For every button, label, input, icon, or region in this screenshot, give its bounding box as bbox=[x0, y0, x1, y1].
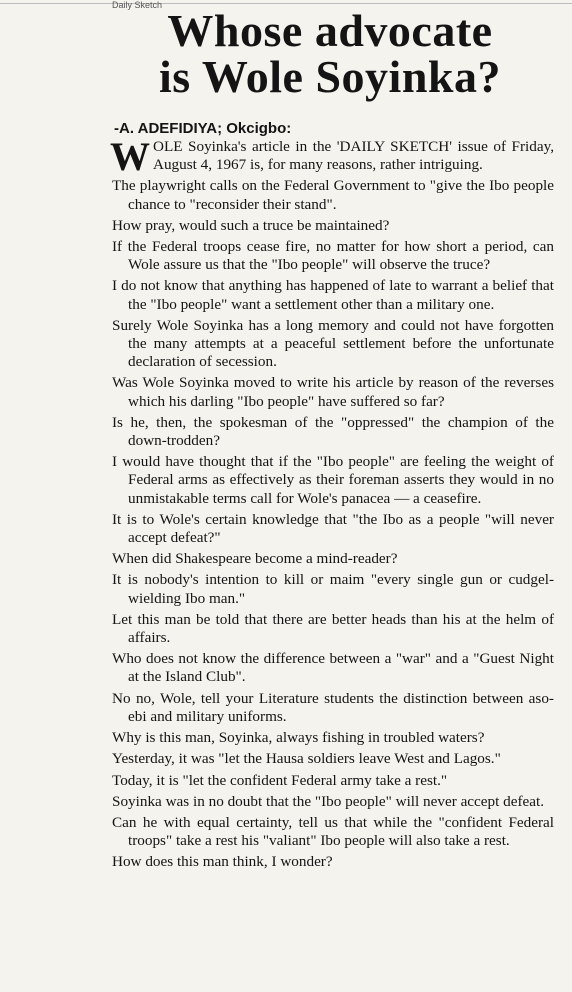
paragraph-text: OLE Soyinka's article in the 'DAILY SKETCH' issue of Friday, August 4, 1967 is, for many reasons, rather intriguing. bbox=[153, 138, 554, 174]
drop-cap: W bbox=[110, 134, 150, 179]
paragraph-15: No no, Wole, tell your Literature students the distinction between aso-ebi and military uniforms. bbox=[112, 689, 554, 725]
paragraph-8: Is he, then, the spokesman of the "oppressed" the champion of the down-trodden? bbox=[112, 413, 554, 450]
paragraph-11: When did Shakespeare become a mind-reader? bbox=[112, 550, 398, 568]
paragraph-1 bbox=[110, 134, 554, 179]
headline-line-1: Whose advocate bbox=[167, 5, 493, 56]
paragraph-14: Who does not know the difference between a "war" and a "Guest Night at the Island Club". bbox=[112, 650, 554, 686]
paragraph-6: Surely Wole Soyinka has a long memory and could not have forgotten the many attempts at a peaceful settlement before the unfortunate declaration of secession. bbox=[112, 316, 554, 371]
paragraph-5: I do not know that anything has happened of late to warrant a belief that the "Ibo people" want a settlement other than a military one. bbox=[112, 277, 554, 313]
paragraph-21: How does this man think, I wonder? bbox=[112, 853, 333, 871]
paragraph-12: It is nobody's intention to kill or maim "every single gun or cudgel-wielding Ibo man." bbox=[112, 571, 554, 607]
paragraph-17: Yesterday, it was "let the Hausa soldiers leave West and Lagos." bbox=[112, 750, 501, 768]
paragraph-7: Was Wole Soyinka moved to write his article by reason of the reverses which his darling "Ibo people" have suffered so far? bbox=[112, 374, 554, 410]
paragraph-13: Let this man be told that there are better heads than his at the helm of affairs. bbox=[112, 610, 554, 647]
paragraph-2: The playwright calls on the Federal Government to "give the Ibo people chance to "reconsider their stand". bbox=[112, 177, 554, 213]
paragraph-9: I would have thought that if the "Ibo people" are feeling the weight of Federal arms as effectively as their foreman asserts they would in no unmistakable terms call for Wole's panacea — a ceasefire. bbox=[112, 453, 554, 507]
paragraph-19: Soyinka was in no doubt that the "Ibo people" will never accept defeat. bbox=[112, 792, 545, 810]
article-body bbox=[110, 134, 554, 875]
paragraph-18: Today, it is "let the confident Federal army take a rest." bbox=[112, 771, 448, 789]
byline: -A. ADEFIDIYA; Okcigbo: bbox=[114, 120, 292, 137]
paragraph-10: It is to Wole's certain knowledge that "the Ibo as a people "will never accept defeat?" bbox=[112, 510, 554, 547]
headline-line-2: is Wole Soyinka? bbox=[158, 51, 502, 102]
paragraph-4: If the Federal troops cease fire, no matter for how short a period, can Wole assure us that the "Ibo people" will observe the truce? bbox=[112, 238, 554, 274]
paragraph-20: Can he with equal certainty, tell us that while the "confident Federal troops" take a rest his "valiant" Ibo people will also take a rest. bbox=[112, 813, 554, 850]
page-header-fragment: Daily Sketch bbox=[112, 0, 163, 10]
top-rule bbox=[0, 3, 572, 4]
paragraph-3: How pray, would such a truce be maintained? bbox=[112, 216, 390, 234]
paragraph-16: Why is this man, Soyinka, always fishing in troubled waters? bbox=[112, 729, 485, 747]
